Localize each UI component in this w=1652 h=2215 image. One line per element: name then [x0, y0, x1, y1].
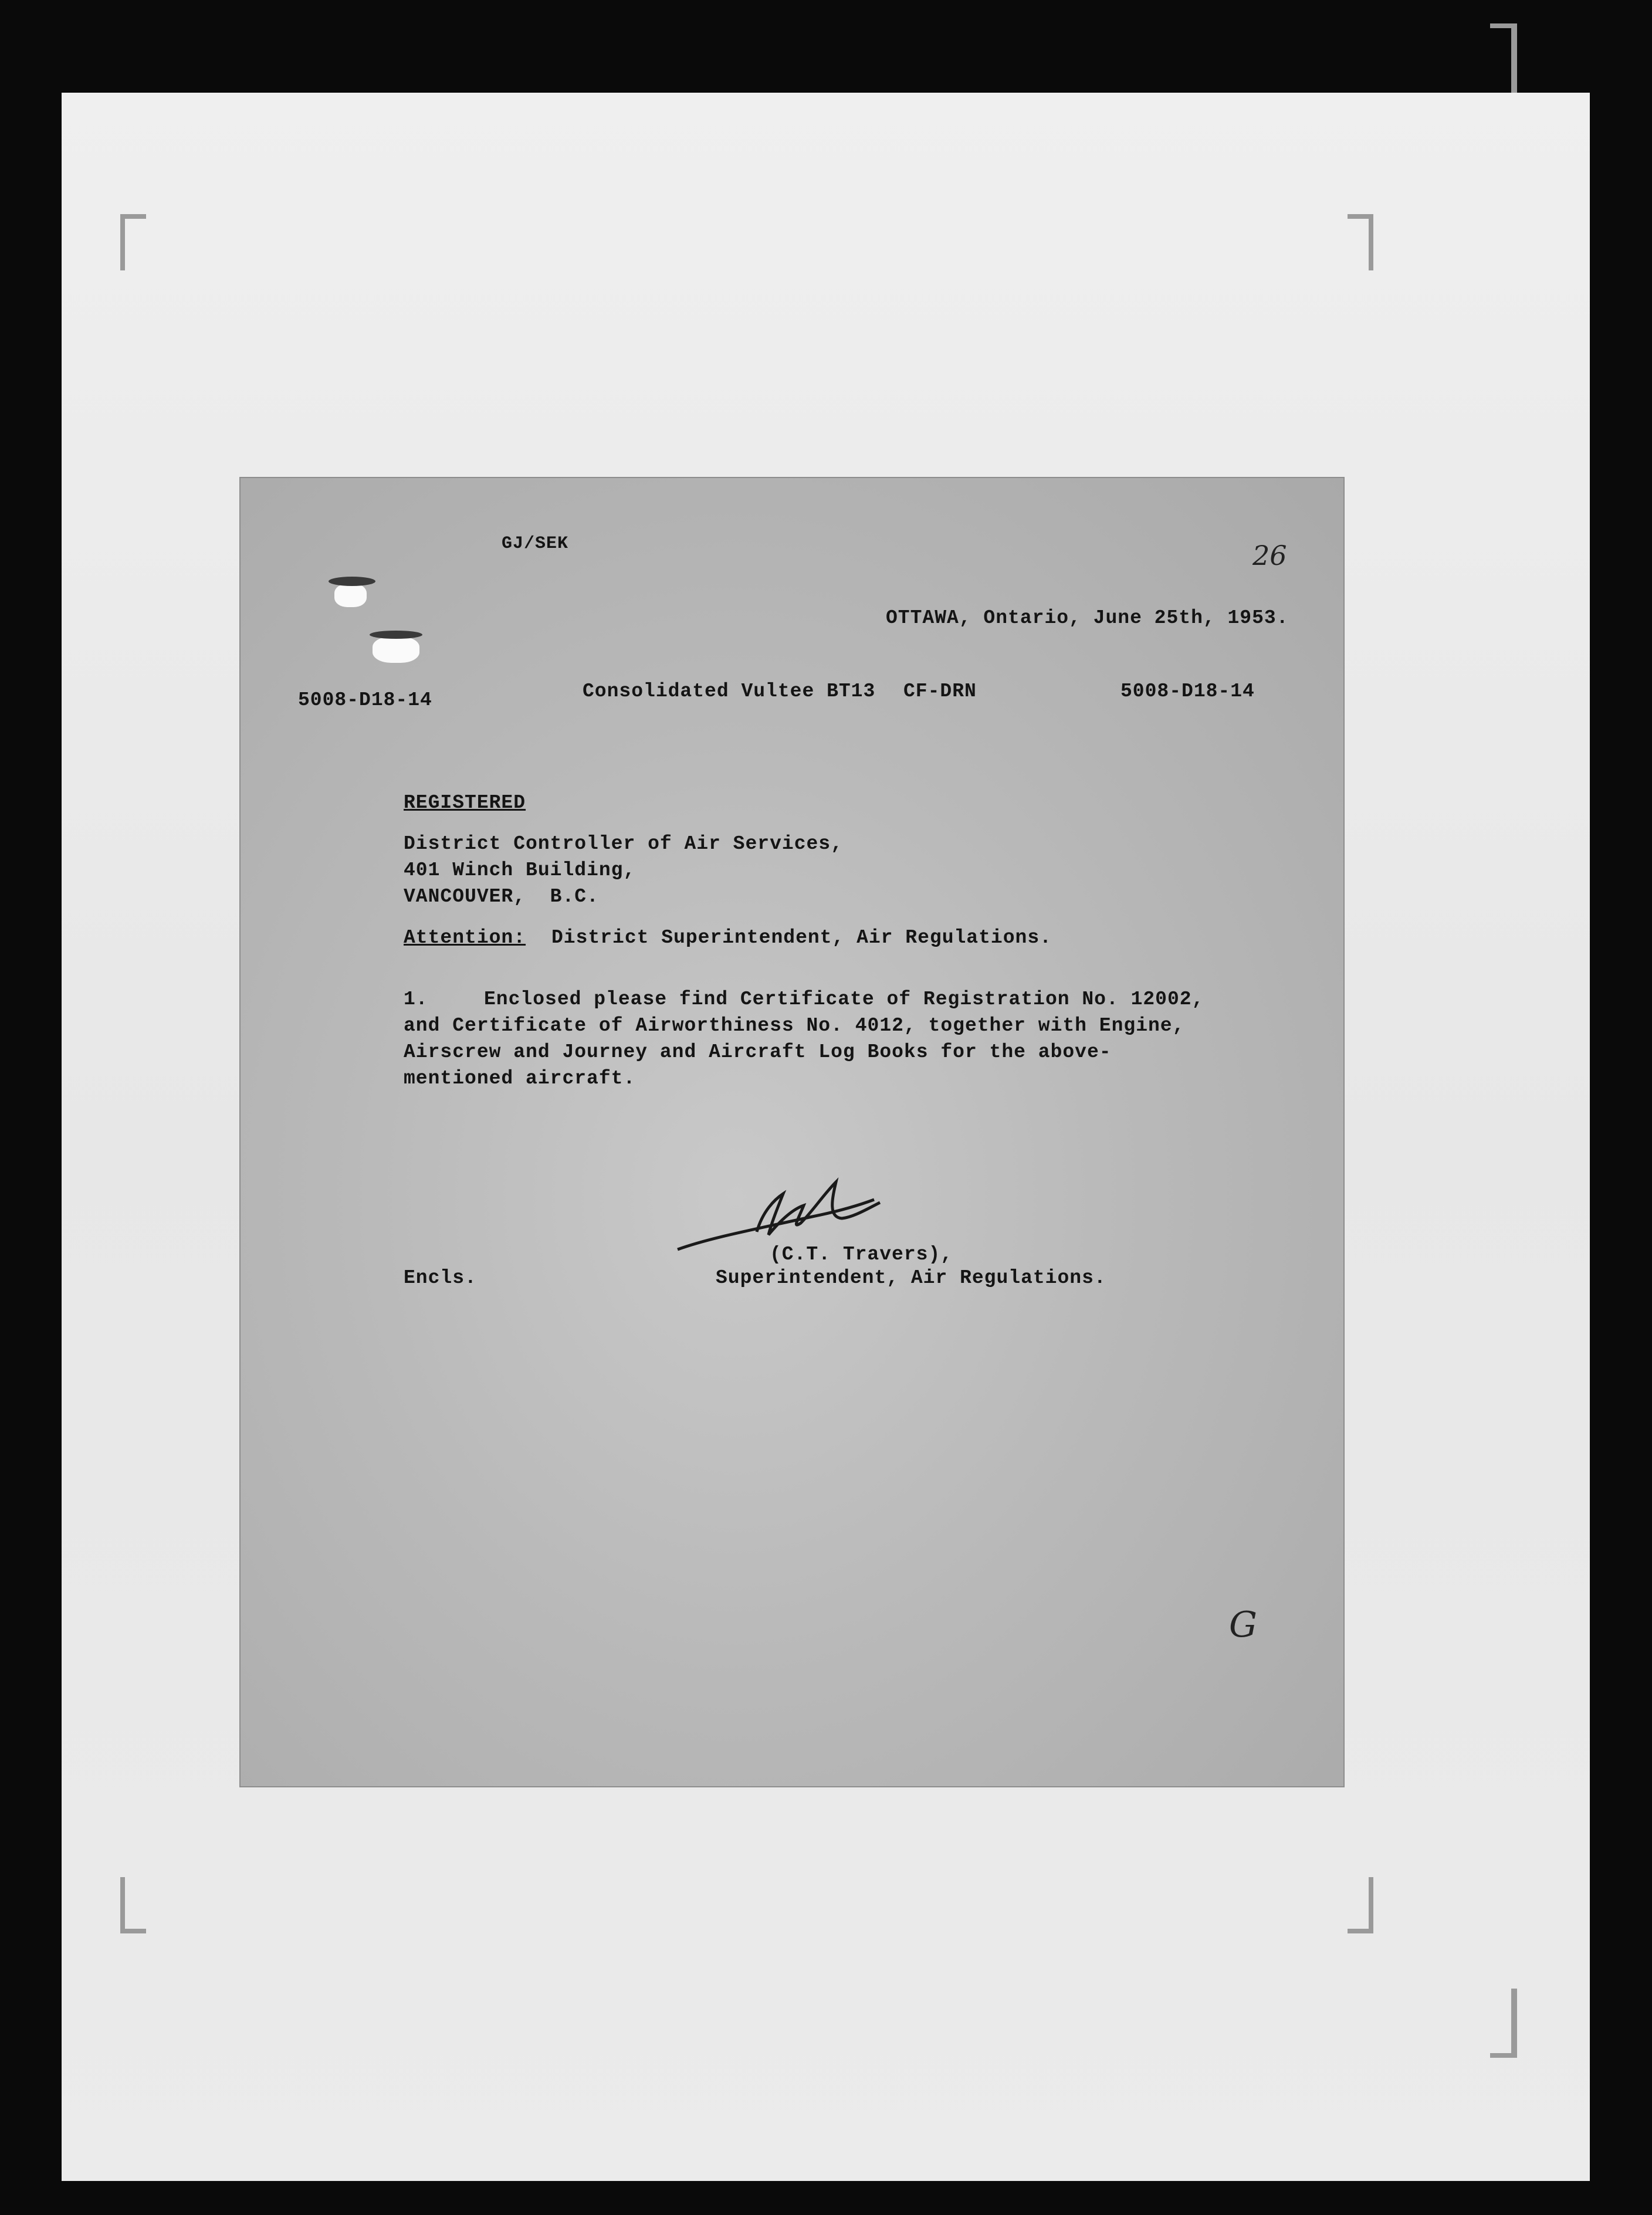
attention-label: Attention:: [404, 927, 526, 949]
crop-mark-top-left: [120, 214, 146, 270]
crop-mark-outer-top-right: [1490, 23, 1517, 93]
hole-shadow-2: [370, 631, 422, 639]
address-line-3: VANCOUVER, B.C.: [404, 886, 599, 907]
handwritten-corner-mark: G: [1229, 1604, 1257, 1645]
attention-value: District Superintendent, Air Regulations.: [551, 927, 1052, 949]
hole-blot-2: [373, 636, 419, 663]
address-line-2: 401 Winch Building,: [404, 859, 636, 881]
subject-aircraft-type: Consolidated Vultee BT13: [583, 680, 876, 702]
crop-mark-top-right: [1348, 214, 1373, 270]
body-line-2: and Certificate of Airworthiness No. 4012, together with Engine,: [404, 1015, 1185, 1037]
body-line-1: Enclosed please find Certificate of Registration No. 12002,: [484, 988, 1204, 1010]
hole-shadow-1: [329, 577, 375, 586]
signer-name: (C.T. Travers),: [770, 1244, 953, 1265]
crop-mark-outer-bottom-right: [1490, 1989, 1517, 2058]
file-reference-right: 5008-D18-14: [1120, 680, 1255, 702]
enclosures-note: Encls.: [404, 1267, 477, 1289]
address-line-1: District Controller of Air Services,: [404, 833, 843, 855]
subject-registration-mark: CF-DRN: [903, 680, 977, 702]
registered-mail-label: REGISTERED: [404, 792, 526, 814]
body-line-3: Airscrew and Journey and Aircraft Log Books for the above-: [404, 1041, 1112, 1063]
letter-sheet: [241, 478, 1343, 1786]
typist-initials: GJ/SEK: [502, 534, 569, 554]
file-reference-left: 5008-D18-14: [298, 689, 432, 711]
handwritten-page-number: 26: [1252, 540, 1287, 571]
crop-mark-bottom-right: [1348, 1877, 1373, 1933]
handwritten-signature: [675, 1176, 886, 1252]
body-line-4: mentioned aircraft.: [404, 1068, 636, 1089]
signer-title: Superintendent, Air Regulations.: [716, 1267, 1106, 1289]
hole-blot-1: [334, 584, 367, 607]
paragraph-number: 1.: [404, 988, 428, 1010]
crop-mark-bottom-left: [120, 1877, 146, 1933]
place-date: OTTAWA, Ontario, June 25th, 1953.: [886, 607, 1289, 629]
